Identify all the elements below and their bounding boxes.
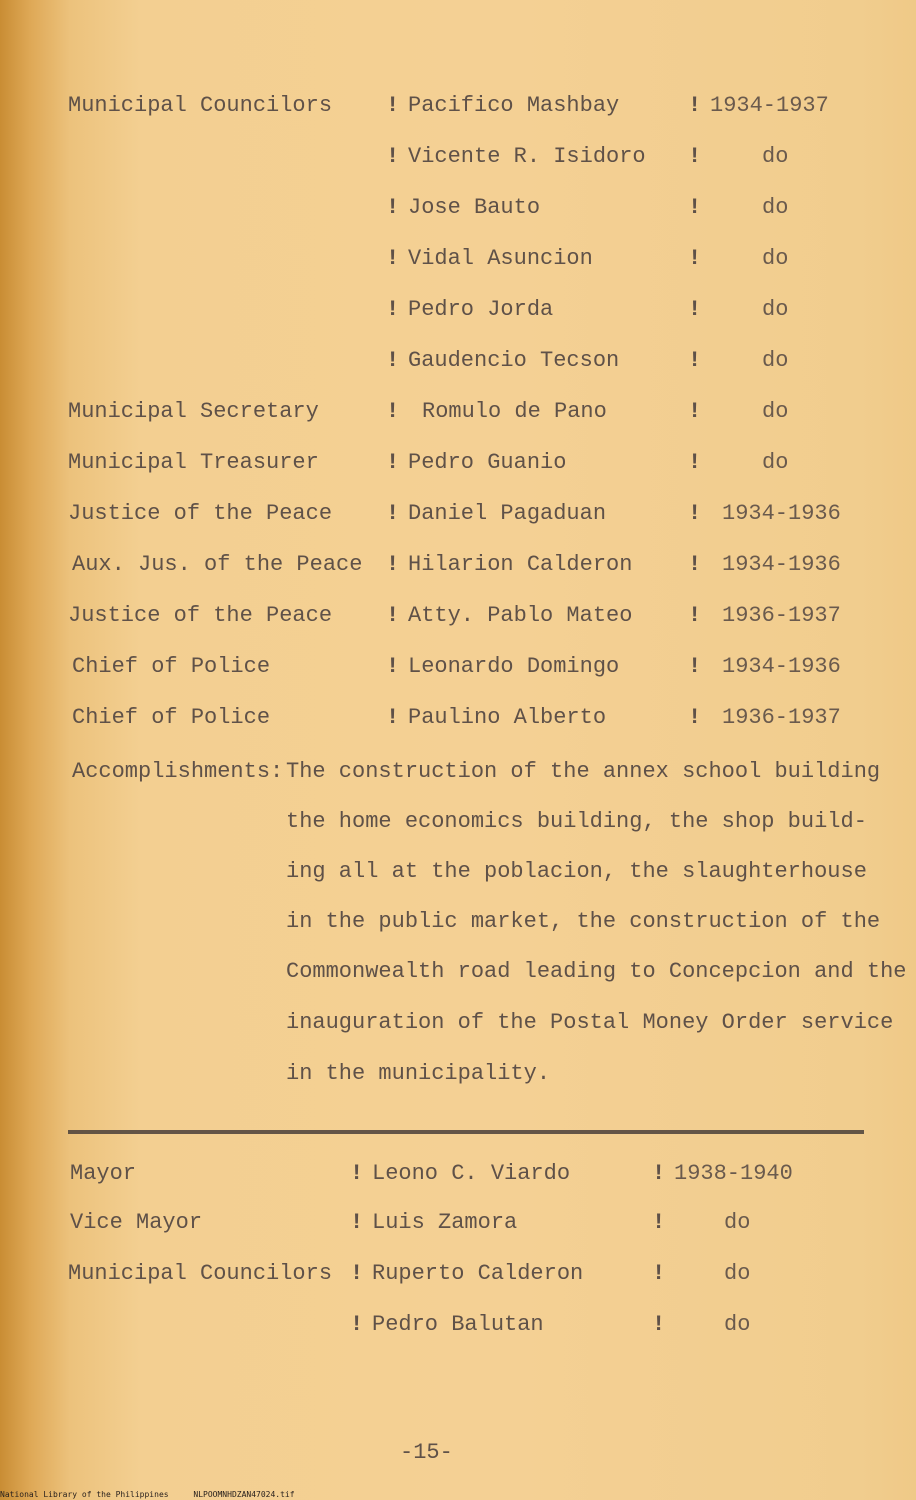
separator-mark: !	[688, 348, 702, 373]
name-cell: Hilarion Calderon	[408, 552, 633, 577]
name-cell: Paulino Alberto	[408, 705, 607, 730]
section-divider	[68, 1130, 864, 1134]
separator-mark: !	[386, 654, 400, 679]
separator-mark: !	[386, 501, 400, 526]
separator-mark: !	[688, 603, 702, 628]
separator-mark: !	[688, 501, 702, 526]
name-cell: Ruperto Calderon	[372, 1261, 584, 1286]
name-cell: Daniel Pagaduan	[408, 501, 607, 526]
term-cell: do	[762, 348, 789, 373]
name-cell: Pacifico Mashbay	[408, 93, 620, 118]
separator-mark: !	[386, 705, 400, 730]
separator-mark: !	[386, 348, 400, 373]
position-cell: Vice Mayor	[70, 1210, 203, 1235]
footer-library: National Library of the Philippines	[0, 1490, 169, 1499]
separator-mark: !	[386, 93, 400, 118]
term-cell: 1934-1936	[722, 654, 841, 679]
separator-mark: !	[688, 450, 702, 475]
table-row	[0, 341, 916, 381]
separator-mark: !	[386, 399, 400, 424]
term-cell: 1934-1936	[722, 552, 841, 577]
position-cell: Mayor	[70, 1161, 137, 1186]
position-cell: Municipal Treasurer	[68, 450, 319, 475]
term-cell: 1934-1936	[722, 501, 841, 526]
table-row	[0, 494, 916, 534]
scan-footer	[0, 1489, 315, 1500]
term-cell: do	[762, 297, 789, 322]
separator-mark: !	[386, 603, 400, 628]
separator-mark: !	[688, 144, 702, 169]
name-cell: Vicente R. Isidoro	[408, 144, 646, 169]
name-cell: Romulo de Pano	[422, 399, 607, 424]
name-cell: Atty. Pablo Mateo	[408, 603, 633, 628]
separator-mark: !	[688, 93, 702, 118]
term-cell: do	[724, 1261, 751, 1286]
accomplishments-line: in the public market, the construction of the	[286, 909, 881, 934]
position-cell: Justice of the Peace	[68, 501, 333, 526]
table-row	[0, 137, 916, 177]
accomplishments-label: Accomplishments:	[72, 759, 284, 784]
accomplishments-line: the home economics building, the shop build-	[286, 809, 867, 834]
table-row	[0, 698, 916, 738]
separator-mark: !	[688, 552, 702, 577]
position-cell: Justice of the Peace	[68, 603, 333, 628]
accomplishments-line: The construction of the annex school building	[286, 759, 881, 784]
term-cell: do	[762, 195, 789, 220]
position-cell: Chief of Police	[72, 705, 271, 730]
position-cell: Municipal Councilors	[68, 93, 333, 118]
name-cell: Vidal Asuncion	[408, 246, 593, 271]
footer-filename: NLPOOMNHDZAN47024.tif	[193, 1490, 295, 1499]
separator-mark: !	[688, 195, 702, 220]
separator-mark: !	[688, 297, 702, 322]
accomplishments-line: ing all at the poblacion, the slaughterhouse	[286, 859, 867, 884]
separator-mark: !	[386, 144, 400, 169]
name-cell: Pedro Guanio	[408, 450, 567, 475]
name-cell: Gaudencio Tecson	[408, 348, 620, 373]
position-cell: Aux. Jus. of the Peace	[72, 552, 363, 577]
term-cell: do	[762, 144, 789, 169]
table-row	[0, 1305, 916, 1345]
name-cell: Pedro Balutan	[372, 1312, 544, 1337]
position-cell: Chief of Police	[72, 654, 271, 679]
page-number: -15-	[400, 1440, 453, 1465]
term-cell: 1936-1937	[722, 705, 841, 730]
position-cell: Municipal Councilors	[68, 1261, 333, 1286]
accomplishments-line: inauguration of the Postal Money Order service	[286, 1010, 894, 1035]
term-cell: 1936-1937	[722, 603, 841, 628]
separator-mark: !	[350, 1161, 364, 1186]
table-row	[0, 290, 916, 330]
name-cell: Leono C. Viardo	[372, 1161, 571, 1186]
table-row	[0, 1254, 916, 1294]
separator-mark: !	[688, 705, 702, 730]
separator-mark: !	[350, 1210, 364, 1235]
separator-mark: !	[386, 195, 400, 220]
separator-mark: !	[688, 246, 702, 271]
term-cell: do	[762, 450, 789, 475]
name-cell: Jose Bauto	[408, 195, 541, 220]
table-row	[0, 86, 916, 126]
name-cell: Pedro Jorda	[408, 297, 554, 322]
term-cell: do	[762, 246, 789, 271]
accomplishments-line: Commonwealth road leading to Concepcion and the	[286, 959, 907, 984]
table-row	[0, 545, 916, 585]
term-cell: 1934-1937	[710, 93, 829, 118]
separator-mark: !	[652, 1261, 666, 1286]
table-row	[0, 596, 916, 636]
position-cell: Municipal Secretary	[68, 399, 319, 424]
separator-mark: !	[350, 1261, 364, 1286]
accomplishments-line: in the municipality.	[286, 1061, 551, 1086]
separator-mark: !	[386, 450, 400, 475]
table-row	[0, 1154, 916, 1194]
table-row	[0, 392, 916, 432]
name-cell: Luis Zamora	[372, 1210, 518, 1235]
separator-mark: !	[386, 246, 400, 271]
separator-mark: !	[688, 399, 702, 424]
separator-mark: !	[350, 1312, 364, 1337]
table-row	[0, 188, 916, 228]
table-row	[0, 239, 916, 279]
table-row	[0, 1203, 916, 1243]
term-cell: do	[762, 399, 789, 424]
name-cell: Leonardo Domingo	[408, 654, 620, 679]
table-row	[0, 647, 916, 687]
term-cell: do	[724, 1312, 751, 1337]
separator-mark: !	[652, 1161, 666, 1186]
table-row	[0, 443, 916, 483]
separator-mark: !	[386, 552, 400, 577]
term-cell: do	[724, 1210, 751, 1235]
separator-mark: !	[386, 297, 400, 322]
separator-mark: !	[652, 1312, 666, 1337]
term-cell: 1938-1940	[674, 1161, 793, 1186]
separator-mark: !	[688, 654, 702, 679]
separator-mark: !	[652, 1210, 666, 1235]
